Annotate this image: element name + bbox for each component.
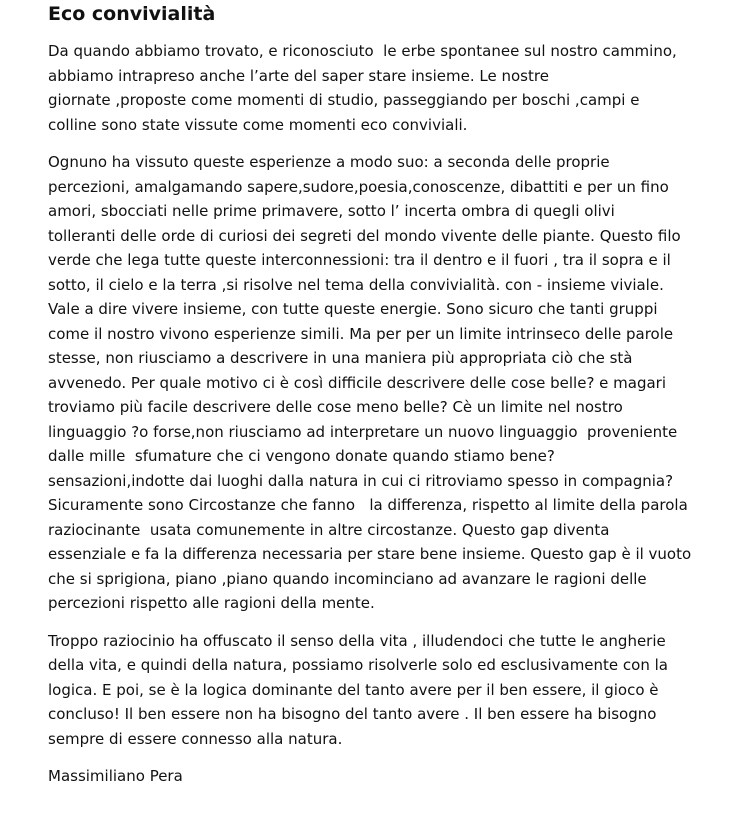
text-line: della vita, e quindi della natura, possiamo risolverle solo ed esclusivamente con la bbox=[48, 656, 668, 674]
text-line: essenziale e fa la differenza necessaria per stare bene insieme. Questo gap è il vuoto bbox=[48, 545, 692, 563]
paragraph-3 bbox=[48, 629, 718, 752]
text-line: raziocinante usata comunemente in altre circostanze. Questo gap diventa bbox=[48, 520, 610, 539]
text-line: tolleranti delle orde di curiosi dei segreti del mondo vivente delle piante. Questo filo bbox=[48, 226, 681, 245]
text-line: Ognuno ha vissuto queste esperienze a modo suo: a seconda delle proprie bbox=[48, 153, 610, 171]
text-line: Vale a dire vivere insieme, con tutte queste energie. Sono sicuro che tanti gruppi bbox=[48, 300, 658, 318]
document-page bbox=[48, 0, 718, 788]
text-line: Sicuramente sono Circostanze che fanno la differenza, rispetto al limite della parola bbox=[48, 496, 688, 514]
paragraph-1 bbox=[48, 39, 718, 137]
text-line: sensazioni,indotte dai luoghi dalla natura in cui ci ritroviamo spesso in compagnia? bbox=[48, 471, 674, 490]
text-line: troviamo più facile descrivere delle cose meno belle? Cè un limite nel nostro bbox=[48, 398, 623, 416]
text-line: logica. E poi, se è la logica dominante del tanto avere per il ben essere, il gioco è bbox=[48, 680, 659, 699]
text-line: sempre di essere connesso alla natura. bbox=[48, 729, 343, 748]
text-line: Troppo raziocinio ha offuscato il senso della vita , illudendoci che tutte le angherie bbox=[48, 631, 666, 650]
text-line: avvenedo. Per quale motivo ci è così difficile descrivere delle cose belle? e magari bbox=[48, 373, 667, 392]
text-line: verde che lega tutte queste interconnessioni: tra il dentro e il fuori , tra il sopra e il bbox=[48, 251, 671, 269]
text-line: concluso! Il ben essere non ha bisogno del tanto avere . Il ben essere ha bisogno bbox=[48, 705, 657, 723]
text-line: stesse, non riusciamo a descrivere in una maniera più appropriata ciò che stà bbox=[48, 349, 633, 367]
text-line: che si sprigiona, piano ,piano quando incominciano ad avanzare le ragioni delle bbox=[48, 569, 647, 588]
document-body bbox=[48, 39, 718, 751]
text-line: Da quando abbiamo trovato, e riconosciuto le erbe spontanee sul nostro cammino, bbox=[48, 42, 677, 60]
text-line: giornate ,proposte come momenti di studio, passeggiando per boschi ,campi e bbox=[48, 91, 640, 109]
text-line: amori, sbocciati nelle prime primavere, sotto l’ incerta ombra di quegli olivi bbox=[48, 202, 615, 220]
text-line: come il nostro vivono esperienze simili. Ma per per un limite intrinseco delle parole bbox=[48, 324, 674, 343]
text-line: percezioni rispetto alle ragioni della mente. bbox=[48, 594, 375, 612]
text-line: colline sono state vissute come momenti eco conviviali. bbox=[48, 115, 468, 134]
paragraph-2 bbox=[48, 150, 718, 616]
document-title: Eco convivialità bbox=[48, 3, 216, 25]
text-line: linguaggio ?o forse,non riusciamo ad interpretare un nuovo linguaggio proveniente bbox=[48, 422, 678, 441]
text-line: sotto, il cielo e la terra ,si risolve nel tema della convivialità. con - insieme viviale. bbox=[48, 275, 664, 294]
text-line: abbiamo intrapreso anche l’arte del saper stare insieme. Le nostre bbox=[48, 66, 549, 85]
author-signature: Massimiliano Pera bbox=[48, 767, 183, 785]
text-line: dalle mille sfumature che ci vengono donate quando stiamo bene? bbox=[48, 447, 555, 465]
text-line: percezioni, amalgamando sapere,sudore,poesia,conoscenze, dibattiti e per un fino bbox=[48, 177, 669, 196]
